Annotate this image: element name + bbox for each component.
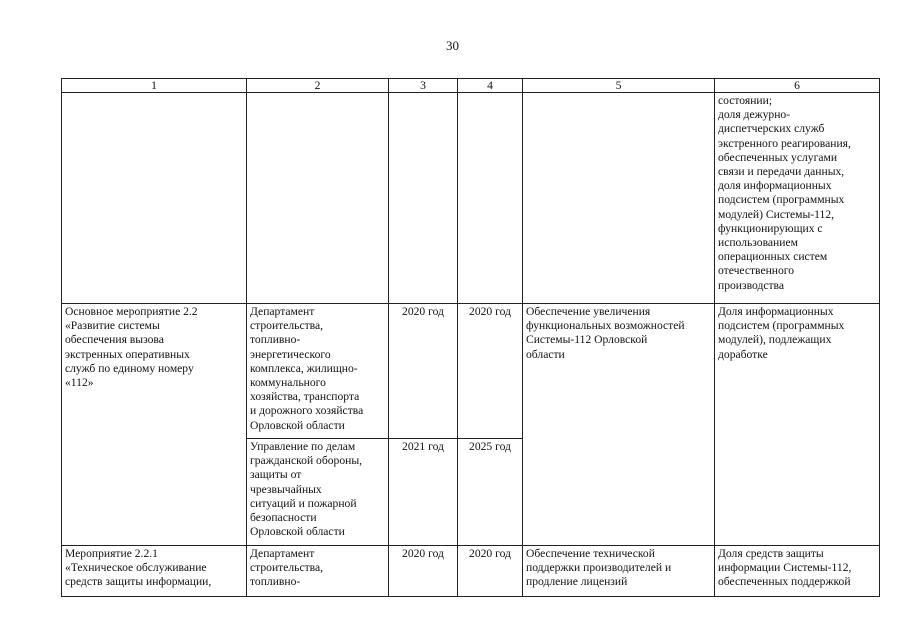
cell-executor: Департамент строительства, топливно- [247,546,389,597]
cell-end-year: 2020 год [458,304,523,439]
cell-indicator: состоянии; доля дежурно- диспетчерских служб экстренного реагирования, обеспеченных услугами связи и передачи данных, доля информационных подсистем (программных модулей) Системы-112, функционирующих с использованием операционных систем отечественного производства [715,93,880,304]
column-header-4: 4 [458,79,523,93]
page-number: 30 [446,38,459,53]
column-header-2: 2 [247,79,389,93]
cell-empty [62,93,247,304]
table-row-continuation [62,93,880,304]
cell-executor: Управление по делам гражданской обороны, защиты от чрезвычайных ситуаций и пожарной безопасности Орловской области [247,439,389,546]
cell-measure-name: Мероприятие 2.2.1 «Техническое обслуживание средств защиты информации, [62,546,247,597]
cell-empty [523,93,715,304]
cell-start-year: 2020 год [389,304,458,439]
column-header-6: 6 [715,79,880,93]
column-header-5: 5 [523,79,715,93]
table-row-measure-2-2 [62,304,880,439]
cell-indicator: Доля средств защиты информации Системы-112, обеспеченных поддержкой [715,546,880,597]
cell-result: Обеспечение увеличения функциональных возможностей Системы-112 Орловской области [523,304,715,546]
cell-executor: Департамент строительства, топливно- энергетического комплекса, жилищно- коммунального хозяйства, транспорта и дорожного хозяйства Орловской области [247,304,389,439]
cell-indicator: Доля информационных подсистем (программных модулей), подлежащих доработке [715,304,880,546]
header-row [62,79,880,93]
cell-end-year: 2020 год [458,546,523,597]
cell-measure-name: Основное мероприятие 2.2 «Развитие системы обеспечения вызова экстренных оперативных служб по единому номеру «112» [62,304,247,546]
table-row-measure-2-2-1 [62,546,880,597]
cell-start-year: 2020 год [389,546,458,597]
cell-empty [389,93,458,304]
column-header-1: 1 [62,79,247,93]
measures-table [61,78,880,597]
cell-empty [247,93,389,304]
cell-end-year: 2025 год [458,439,523,546]
cell-empty [458,93,523,304]
column-header-3: 3 [389,79,458,93]
cell-start-year: 2021 год [389,439,458,546]
cell-result: Обеспечение технической поддержки производителей и продление лицензий [523,546,715,597]
